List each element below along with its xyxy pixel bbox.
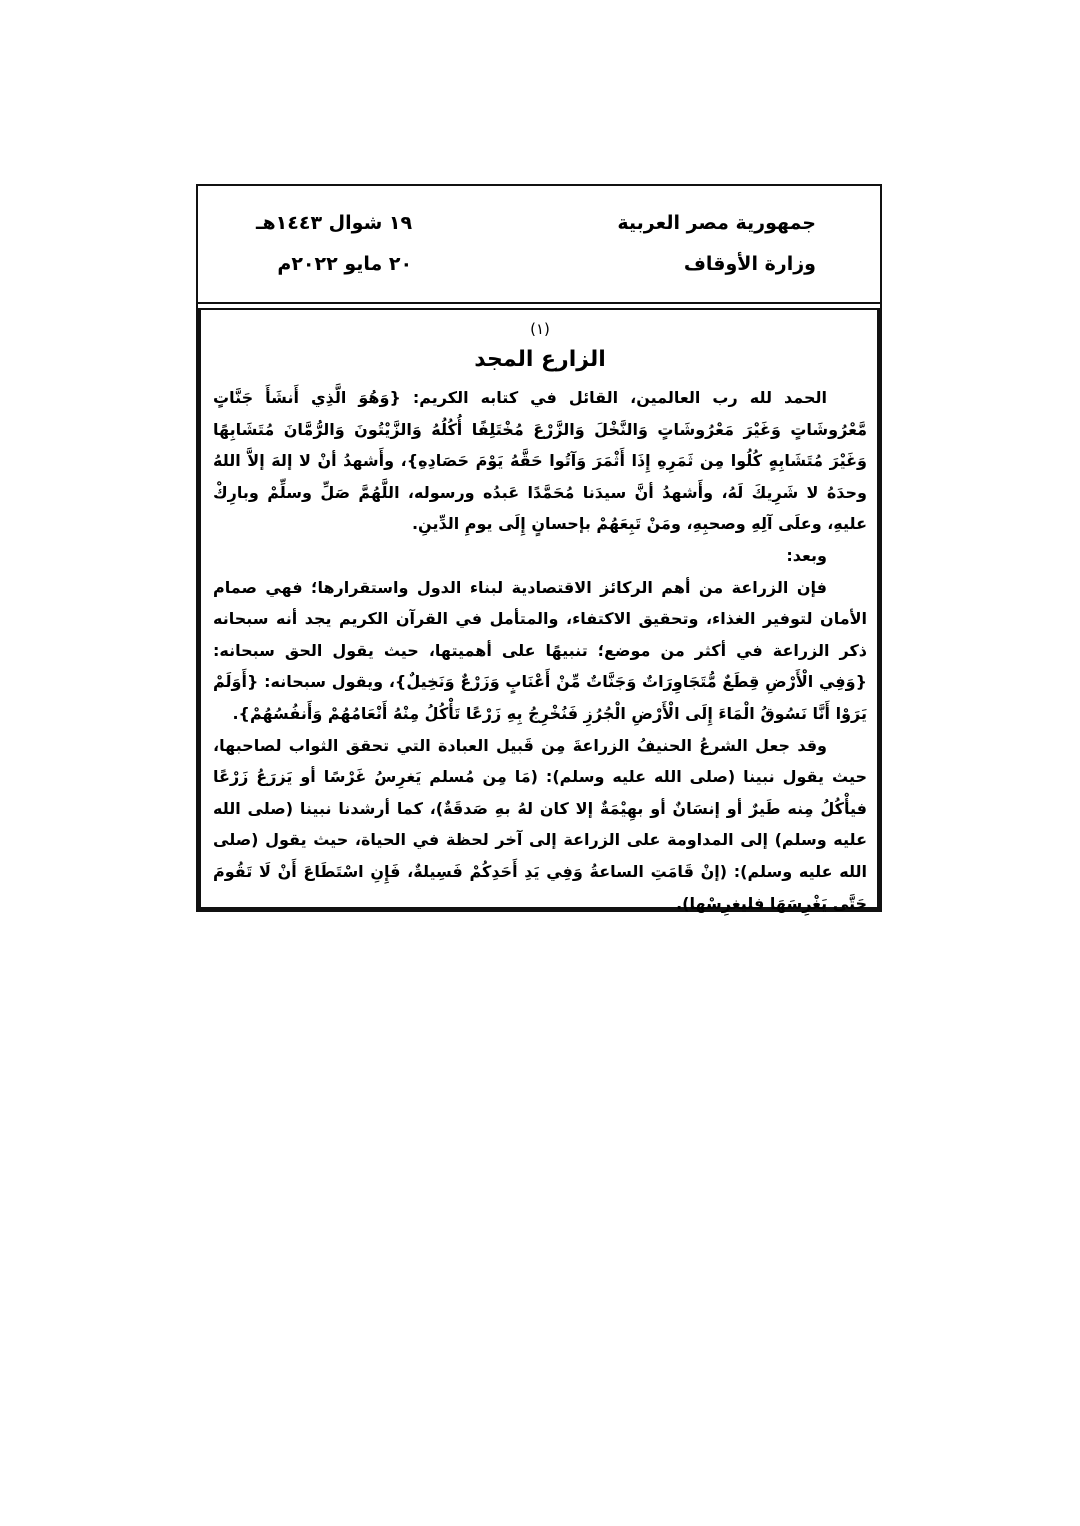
- document-frame: [196, 184, 882, 912]
- paragraph-agriculture-worship: وقد جعل الشرعُ الحنيفُ الزراعةَ مِن قَبيل العبادة التي تحقق الثواب لصاحبها، حيث يقول نبينا (صلى الله عليه وسلم): (مَا مِن مُسلم يَغرِسُ غَرْسًا أو يَزرَعُ زَرْعًا فيأْكُلُ مِنه طَيرٌ أو إنسَانٌ أو بهِيْمَةٌ إلا كان لهُ بهِ صَدقَةٌ)، كما أرشدنا نبينا (صلى الله عليه وسلم) إلى المداومة على الزراعة إلى آخر لحظة في الحياة، حيث يقول (صلى الله عليه وسلم): (إنْ قَامَتِ الساعةُ وَفِي يَدِ أَحَدِكُمْ فَسِيلةٌ، فَإِنِ اسْتَطَاعَ أَنْ لَا تَقُومَ حَتَّى يَغْرِسَهَا فليغرِسْها).: [213, 735, 867, 913]
- paragraph-transition: وبعد:: [786, 545, 827, 565]
- paragraph-opening: الحمد لله رب العالمين، القائل في كتابه الكريم: {وَهُوَ الَّذِي أَنشَأَ جَنَّاتٍ مَّعْرُوشَاتٍ وَغَيْرَ مَعْرُوشَاتٍ وَالنَّخْلَ وَالزَّرْعَ مُخْتَلِفًا أُكُلُهُ وَالزَّيْتُونَ وَالرُّمَّانَ مُتَشَابِهًا وَغَيْرَ مُتَشَابِهٍ كُلُوا مِن ثَمَرِهِ إِذَا أَثْمَرَ وَآتُوا حَقَّهُ يَوْمَ حَصَادِهِ}، وأَشهدُ أنْ لا إلهَ إلاَّ اللهُ وحدَهُ لا شَرِيكَ لَهُ، وأَشهدُ أنَّ سيدَنا مُحَمَّدًا عَبدُه ورسوله، اللَّهُمَّ صَلِّ وسلِّمْ وبارِكْ عليهِ، وعلَى آلِهِ وصحبِهِ، ومَنْ تَبِعَهُمْ بإحسانٍ إِلَى يومِ الدِّينِ.: [213, 388, 867, 534]
- paragraph-agriculture-importance: فإن الزراعة من أهم الركائز الاقتصادية لبناء الدول واستقرارها؛ فهي صمام الأمان لتوفير الغذاء، وتحقيق الاكتفاء، والمتأمل في القرآن الكريم يجد أنه سبحانه ذكر الزراعة في أكثر من موضع؛ تنبيهًا على أهميتها، حيث يقول الحق سبحانه: {وَفِي الْأَرْضِ قِطَعٌ مُّتَجَاوِرَاتٌ وَجَنَّاتٌ مِّنْ أَعْنَابٍ وَزَرْعٌ وَنَخِيلٌ}، ويقول سبحانه: {أَوَلَمْ يَرَوْا أَنَّا نَسُوقُ الْمَاءَ إِلَى الْأَرْضِ الْجُرُزِ فَنُخْرِجُ بِهِ زَرْعًا تَأْكُلُ مِنْهُ أَنْعَامُهُمْ وَأَنفُسُهُمْ}.: [213, 577, 867, 723]
- sermon-body: [198, 308, 880, 913]
- page-title: الزارع المجد: [474, 347, 606, 372]
- country-name: جمهورية مصر العربية: [617, 212, 816, 234]
- header-box: [198, 186, 880, 304]
- hijri-date: ١٩ شوال ١٤٤٣هـ: [256, 212, 413, 234]
- date-block: [256, 208, 412, 279]
- gregorian-date: ٢٠ مايو ٢٠٢٢م: [277, 253, 413, 275]
- page-number: (١): [530, 320, 550, 338]
- issuer-block: [617, 208, 816, 279]
- ministry-name: وزارة الأوقاف: [683, 253, 816, 275]
